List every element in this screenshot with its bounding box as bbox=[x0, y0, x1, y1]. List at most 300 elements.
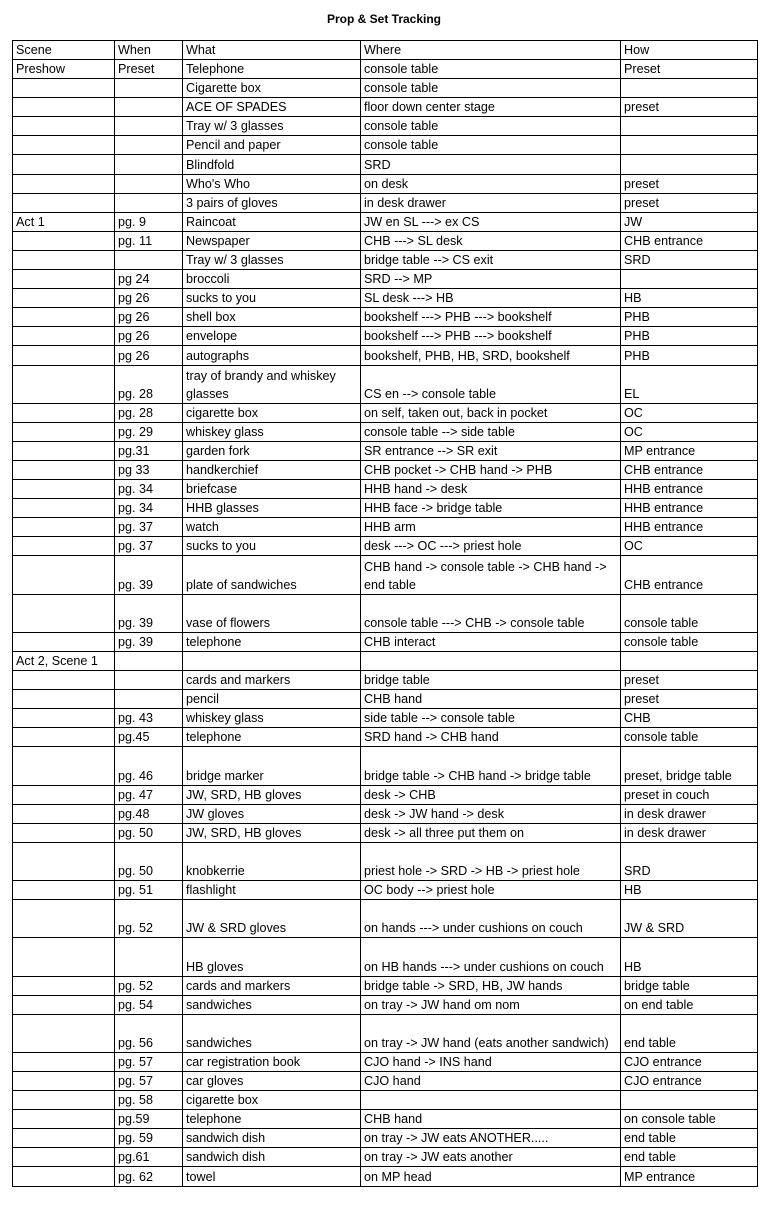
cell-where: console table bbox=[361, 79, 621, 98]
cell-when: pg. 50 bbox=[115, 823, 183, 842]
table-row bbox=[13, 1014, 758, 1052]
table-row bbox=[13, 60, 758, 79]
cell-how: CHB entrance bbox=[621, 231, 758, 250]
cell-when: pg. 50 bbox=[115, 842, 183, 880]
cell-how: console table bbox=[621, 632, 758, 651]
table-row bbox=[13, 804, 758, 823]
cell-scene bbox=[13, 690, 115, 709]
cell-how: on console table bbox=[621, 1110, 758, 1129]
cell-where: CHB pocket -> CHB hand -> PHB bbox=[361, 460, 621, 479]
cell-how: in desk drawer bbox=[621, 823, 758, 842]
cell-what: 3 pairs of gloves bbox=[183, 193, 361, 212]
cell-where: CJO hand -> INS hand bbox=[361, 1052, 621, 1071]
cell-what: pencil bbox=[183, 690, 361, 709]
cell-what: sandwiches bbox=[183, 995, 361, 1014]
cell-when: pg 26 bbox=[115, 346, 183, 365]
cell-how: end table bbox=[621, 1148, 758, 1167]
table-row bbox=[13, 537, 758, 556]
cell-where: bridge table -> CHB hand -> bridge table bbox=[361, 747, 621, 785]
cell-how: on end table bbox=[621, 995, 758, 1014]
cell-how: end table bbox=[621, 1014, 758, 1052]
cell-how: HB bbox=[621, 881, 758, 900]
table-row bbox=[13, 518, 758, 537]
table-row bbox=[13, 823, 758, 842]
cell-what bbox=[183, 651, 361, 670]
header-what: What bbox=[183, 41, 361, 60]
cell-where: HHB arm bbox=[361, 518, 621, 537]
cell-what: whiskey glass bbox=[183, 422, 361, 441]
cell-how: HHB entrance bbox=[621, 480, 758, 499]
cell-scene bbox=[13, 193, 115, 212]
cell-when: pg. 52 bbox=[115, 900, 183, 938]
cell-when: pg. 51 bbox=[115, 881, 183, 900]
table-row bbox=[13, 938, 758, 976]
cell-where: CHB hand -> console table -> CHB hand -> end table bbox=[361, 556, 621, 594]
cell-where: SRD bbox=[361, 155, 621, 174]
cell-where: side table --> console table bbox=[361, 709, 621, 728]
cell-how bbox=[621, 651, 758, 670]
table-row bbox=[13, 499, 758, 518]
cell-how bbox=[621, 270, 758, 289]
table-row bbox=[13, 289, 758, 308]
cell-what: garden fork bbox=[183, 441, 361, 460]
cell-scene bbox=[13, 747, 115, 785]
cell-scene bbox=[13, 976, 115, 995]
cell-what: telephone bbox=[183, 728, 361, 747]
table-row bbox=[13, 1091, 758, 1110]
cell-where: on self, taken out, back in pocket bbox=[361, 403, 621, 422]
cell-what: sucks to you bbox=[183, 537, 361, 556]
cell-when: Preset bbox=[115, 60, 183, 79]
cell-how: bridge table bbox=[621, 976, 758, 995]
cell-how: OC bbox=[621, 403, 758, 422]
table-row bbox=[13, 193, 758, 212]
cell-when: pg. 34 bbox=[115, 499, 183, 518]
table-row bbox=[13, 976, 758, 995]
cell-what: towel bbox=[183, 1167, 361, 1186]
cell-when: pg. 9 bbox=[115, 212, 183, 231]
cell-scene bbox=[13, 785, 115, 804]
cell-when: pg.59 bbox=[115, 1110, 183, 1129]
header-when: When bbox=[115, 41, 183, 60]
cell-when: pg 24 bbox=[115, 270, 183, 289]
cell-where: console table bbox=[361, 117, 621, 136]
cell-scene bbox=[13, 422, 115, 441]
cell-how: in desk drawer bbox=[621, 804, 758, 823]
table-body bbox=[13, 60, 758, 1187]
cell-when bbox=[115, 117, 183, 136]
cell-how bbox=[621, 1091, 758, 1110]
cell-when: pg. 62 bbox=[115, 1167, 183, 1186]
cell-where: desk ---> OC ---> priest hole bbox=[361, 537, 621, 556]
cell-how bbox=[621, 136, 758, 155]
cell-how: CHB entrance bbox=[621, 460, 758, 479]
cell-when: pg. 28 bbox=[115, 403, 183, 422]
cell-what: Tray w/ 3 glasses bbox=[183, 250, 361, 269]
table-row bbox=[13, 1167, 758, 1186]
table-row bbox=[13, 136, 758, 155]
table-row bbox=[13, 270, 758, 289]
cell-what: broccoli bbox=[183, 270, 361, 289]
cell-what: cards and markers bbox=[183, 976, 361, 995]
cell-scene bbox=[13, 1129, 115, 1148]
table-row bbox=[13, 651, 758, 670]
table-row bbox=[13, 785, 758, 804]
cell-scene bbox=[13, 709, 115, 728]
cell-how: OC bbox=[621, 537, 758, 556]
cell-how: preset bbox=[621, 671, 758, 690]
cell-scene bbox=[13, 346, 115, 365]
cell-scene bbox=[13, 938, 115, 976]
cell-where: console table ---> CHB -> console table bbox=[361, 594, 621, 632]
cell-scene bbox=[13, 460, 115, 479]
cell-where: SRD hand -> CHB hand bbox=[361, 728, 621, 747]
table-row bbox=[13, 842, 758, 880]
table-row bbox=[13, 747, 758, 785]
cell-where: SRD --> MP bbox=[361, 270, 621, 289]
cell-where: bookshelf ---> PHB ---> bookshelf bbox=[361, 308, 621, 327]
cell-what: Tray w/ 3 glasses bbox=[183, 117, 361, 136]
cell-scene bbox=[13, 804, 115, 823]
cell-scene bbox=[13, 98, 115, 117]
header-row bbox=[13, 41, 758, 60]
cell-when bbox=[115, 690, 183, 709]
cell-how: SRD bbox=[621, 842, 758, 880]
cell-where: on tray -> JW eats another bbox=[361, 1148, 621, 1167]
cell-when: pg. 52 bbox=[115, 976, 183, 995]
cell-scene: Act 2, Scene 1 bbox=[13, 651, 115, 670]
cell-how: preset bbox=[621, 98, 758, 117]
table-row bbox=[13, 460, 758, 479]
cell-scene bbox=[13, 537, 115, 556]
cell-where: bookshelf, PHB, HB, SRD, bookshelf bbox=[361, 346, 621, 365]
cell-where: bridge table --> CS exit bbox=[361, 250, 621, 269]
cell-when bbox=[115, 651, 183, 670]
cell-what: cigarette box bbox=[183, 1091, 361, 1110]
cell-what: cards and markers bbox=[183, 671, 361, 690]
cell-when: pg. 34 bbox=[115, 480, 183, 499]
cell-where: bridge table bbox=[361, 671, 621, 690]
cell-what: Who's Who bbox=[183, 174, 361, 193]
cell-what: envelope bbox=[183, 327, 361, 346]
table-row bbox=[13, 212, 758, 231]
table-row bbox=[13, 1071, 758, 1090]
cell-where: on tray -> JW hand om nom bbox=[361, 995, 621, 1014]
cell-when: pg. 28 bbox=[115, 365, 183, 403]
cell-how: CHB bbox=[621, 709, 758, 728]
cell-when bbox=[115, 938, 183, 976]
cell-how: JW & SRD bbox=[621, 900, 758, 938]
cell-scene bbox=[13, 1071, 115, 1090]
cell-when: pg. 47 bbox=[115, 785, 183, 804]
cell-how: EL bbox=[621, 365, 758, 403]
cell-when bbox=[115, 250, 183, 269]
cell-where: HHB hand -> desk bbox=[361, 480, 621, 499]
cell-what: Telephone bbox=[183, 60, 361, 79]
cell-what: autographs bbox=[183, 346, 361, 365]
table-row bbox=[13, 480, 758, 499]
cell-where: SR entrance --> SR exit bbox=[361, 441, 621, 460]
cell-where: OC body --> priest hole bbox=[361, 881, 621, 900]
cell-scene bbox=[13, 1014, 115, 1052]
cell-where: floor down center stage bbox=[361, 98, 621, 117]
cell-how: preset bbox=[621, 193, 758, 212]
table-row bbox=[13, 422, 758, 441]
cell-what: car gloves bbox=[183, 1071, 361, 1090]
cell-when: pg. 39 bbox=[115, 594, 183, 632]
table-row bbox=[13, 98, 758, 117]
cell-when: pg. 57 bbox=[115, 1071, 183, 1090]
cell-when: pg.61 bbox=[115, 1148, 183, 1167]
cell-what: HB gloves bbox=[183, 938, 361, 976]
table-row bbox=[13, 995, 758, 1014]
cell-how: CJO entrance bbox=[621, 1052, 758, 1071]
table-row bbox=[13, 881, 758, 900]
cell-where: SL desk ---> HB bbox=[361, 289, 621, 308]
header-where: Where bbox=[361, 41, 621, 60]
cell-what: tray of brandy and whiskey glasses bbox=[183, 365, 361, 403]
cell-where: CS en --> console table bbox=[361, 365, 621, 403]
cell-scene bbox=[13, 117, 115, 136]
cell-what: handkerchief bbox=[183, 460, 361, 479]
table-row bbox=[13, 365, 758, 403]
cell-where: CJO hand bbox=[361, 1071, 621, 1090]
table-row bbox=[13, 231, 758, 250]
cell-when: pg. 43 bbox=[115, 709, 183, 728]
cell-scene bbox=[13, 823, 115, 842]
cell-scene bbox=[13, 671, 115, 690]
table-row bbox=[13, 671, 758, 690]
cell-scene bbox=[13, 365, 115, 403]
cell-scene bbox=[13, 881, 115, 900]
cell-when: pg. 39 bbox=[115, 632, 183, 651]
cell-where: desk -> JW hand -> desk bbox=[361, 804, 621, 823]
cell-when bbox=[115, 174, 183, 193]
cell-what: JW gloves bbox=[183, 804, 361, 823]
cell-how: PHB bbox=[621, 308, 758, 327]
cell-what: ACE OF SPADES bbox=[183, 98, 361, 117]
cell-when: pg. 56 bbox=[115, 1014, 183, 1052]
cell-where: JW en SL ---> ex CS bbox=[361, 212, 621, 231]
cell-when: pg. 39 bbox=[115, 556, 183, 594]
cell-what: sandwiches bbox=[183, 1014, 361, 1052]
cell-what: knobkerrie bbox=[183, 842, 361, 880]
cell-where: bookshelf ---> PHB ---> bookshelf bbox=[361, 327, 621, 346]
cell-where: on tray -> JW eats ANOTHER..... bbox=[361, 1129, 621, 1148]
table-row bbox=[13, 594, 758, 632]
table-row bbox=[13, 155, 758, 174]
cell-what: JW, SRD, HB gloves bbox=[183, 785, 361, 804]
cell-where: HHB face -> bridge table bbox=[361, 499, 621, 518]
cell-scene bbox=[13, 1148, 115, 1167]
table-row bbox=[13, 632, 758, 651]
cell-how: HB bbox=[621, 289, 758, 308]
cell-what: watch bbox=[183, 518, 361, 537]
cell-how bbox=[621, 117, 758, 136]
cell-where: on HB hands ---> under cushions on couch bbox=[361, 938, 621, 976]
cell-where: on tray -> JW hand (eats another sandwich) bbox=[361, 1014, 621, 1052]
cell-what: Cigarette box bbox=[183, 79, 361, 98]
cell-when: pg 33 bbox=[115, 460, 183, 479]
cell-where: console table bbox=[361, 60, 621, 79]
cell-how bbox=[621, 79, 758, 98]
cell-when: pg.45 bbox=[115, 728, 183, 747]
cell-how: preset, bridge table bbox=[621, 747, 758, 785]
cell-when bbox=[115, 98, 183, 117]
cell-where: console table bbox=[361, 136, 621, 155]
cell-how: console table bbox=[621, 594, 758, 632]
cell-what: vase of flowers bbox=[183, 594, 361, 632]
cell-when: pg.48 bbox=[115, 804, 183, 823]
cell-when bbox=[115, 193, 183, 212]
table-row bbox=[13, 79, 758, 98]
cell-where: on desk bbox=[361, 174, 621, 193]
page-title: Prop & Set Tracking bbox=[326, 12, 442, 26]
cell-how: PHB bbox=[621, 346, 758, 365]
cell-what: whiskey glass bbox=[183, 709, 361, 728]
cell-where: on hands ---> under cushions on couch bbox=[361, 900, 621, 938]
cell-how: console table bbox=[621, 728, 758, 747]
table-row bbox=[13, 900, 758, 938]
cell-where bbox=[361, 651, 621, 670]
cell-scene bbox=[13, 842, 115, 880]
cell-scene: Act 1 bbox=[13, 212, 115, 231]
cell-scene bbox=[13, 1110, 115, 1129]
cell-what: cigarette box bbox=[183, 403, 361, 422]
table-row bbox=[13, 250, 758, 269]
header-scene: Scene bbox=[13, 41, 115, 60]
cell-how: SRD bbox=[621, 250, 758, 269]
cell-where: desk -> all three put them on bbox=[361, 823, 621, 842]
cell-when: pg 26 bbox=[115, 308, 183, 327]
cell-scene bbox=[13, 250, 115, 269]
cell-what: sandwich dish bbox=[183, 1129, 361, 1148]
cell-how: HB bbox=[621, 938, 758, 976]
cell-scene bbox=[13, 728, 115, 747]
cell-scene bbox=[13, 995, 115, 1014]
table-row bbox=[13, 1110, 758, 1129]
cell-scene bbox=[13, 556, 115, 594]
cell-what: car registration book bbox=[183, 1052, 361, 1071]
cell-when: pg 26 bbox=[115, 327, 183, 346]
cell-scene: Preshow bbox=[13, 60, 115, 79]
table-row bbox=[13, 308, 758, 327]
cell-what: Blindfold bbox=[183, 155, 361, 174]
cell-how: preset bbox=[621, 690, 758, 709]
cell-scene bbox=[13, 594, 115, 632]
cell-scene bbox=[13, 136, 115, 155]
table-row bbox=[13, 1129, 758, 1148]
cell-what: Newspaper bbox=[183, 231, 361, 250]
table-row bbox=[13, 403, 758, 422]
cell-what: sandwich dish bbox=[183, 1148, 361, 1167]
cell-when: pg. 37 bbox=[115, 537, 183, 556]
cell-what: plate of sandwiches bbox=[183, 556, 361, 594]
cell-scene bbox=[13, 1052, 115, 1071]
header-how: How bbox=[621, 41, 758, 60]
cell-scene bbox=[13, 174, 115, 193]
cell-scene bbox=[13, 1091, 115, 1110]
table-row bbox=[13, 728, 758, 747]
cell-scene bbox=[13, 480, 115, 499]
cell-scene bbox=[13, 270, 115, 289]
table-row bbox=[13, 1148, 758, 1167]
cell-what: telephone bbox=[183, 632, 361, 651]
cell-when: pg. 46 bbox=[115, 747, 183, 785]
cell-where: CHB ---> SL desk bbox=[361, 231, 621, 250]
table-row bbox=[13, 117, 758, 136]
cell-where: on MP head bbox=[361, 1167, 621, 1186]
cell-scene bbox=[13, 155, 115, 174]
cell-how: HHB entrance bbox=[621, 499, 758, 518]
cell-when: pg. 11 bbox=[115, 231, 183, 250]
cell-when: pg. 58 bbox=[115, 1091, 183, 1110]
table-row bbox=[13, 346, 758, 365]
cell-scene bbox=[13, 632, 115, 651]
cell-scene bbox=[13, 518, 115, 537]
cell-scene bbox=[13, 79, 115, 98]
cell-what: telephone bbox=[183, 1110, 361, 1129]
cell-when: pg. 29 bbox=[115, 422, 183, 441]
cell-when: pg. 59 bbox=[115, 1129, 183, 1148]
cell-what: Raincoat bbox=[183, 212, 361, 231]
cell-where: CHB hand bbox=[361, 690, 621, 709]
cell-how: CJO entrance bbox=[621, 1071, 758, 1090]
cell-when: pg 26 bbox=[115, 289, 183, 308]
cell-scene bbox=[13, 289, 115, 308]
cell-how: end table bbox=[621, 1129, 758, 1148]
cell-how: preset in couch bbox=[621, 785, 758, 804]
table-row bbox=[13, 174, 758, 193]
cell-what: sucks to you bbox=[183, 289, 361, 308]
cell-scene bbox=[13, 499, 115, 518]
cell-how: Preset bbox=[621, 60, 758, 79]
cell-when bbox=[115, 155, 183, 174]
cell-what: briefcase bbox=[183, 480, 361, 499]
cell-where: in desk drawer bbox=[361, 193, 621, 212]
cell-what: Pencil and paper bbox=[183, 136, 361, 155]
cell-how: MP entrance bbox=[621, 1167, 758, 1186]
cell-what: flashlight bbox=[183, 881, 361, 900]
cell-how: PHB bbox=[621, 327, 758, 346]
cell-scene bbox=[13, 1167, 115, 1186]
cell-where: CHB interact bbox=[361, 632, 621, 651]
cell-how: preset bbox=[621, 174, 758, 193]
cell-when: pg. 37 bbox=[115, 518, 183, 537]
cell-what: bridge marker bbox=[183, 747, 361, 785]
cell-where: bridge table -> SRD, HB, JW hands bbox=[361, 976, 621, 995]
table-row bbox=[13, 690, 758, 709]
cell-how bbox=[621, 155, 758, 174]
prop-tracking-table bbox=[12, 40, 758, 1187]
cell-when: pg. 57 bbox=[115, 1052, 183, 1071]
cell-scene bbox=[13, 308, 115, 327]
cell-how: HHB entrance bbox=[621, 518, 758, 537]
cell-where: console table --> side table bbox=[361, 422, 621, 441]
cell-scene bbox=[13, 403, 115, 422]
table-row bbox=[13, 1052, 758, 1071]
cell-scene bbox=[13, 900, 115, 938]
cell-what: JW, SRD, HB gloves bbox=[183, 823, 361, 842]
cell-where: CHB hand bbox=[361, 1110, 621, 1129]
cell-how: JW bbox=[621, 212, 758, 231]
cell-what: shell box bbox=[183, 308, 361, 327]
cell-scene bbox=[13, 441, 115, 460]
table-row bbox=[13, 327, 758, 346]
cell-how: CHB entrance bbox=[621, 556, 758, 594]
cell-when: pg. 54 bbox=[115, 995, 183, 1014]
table-row bbox=[13, 709, 758, 728]
